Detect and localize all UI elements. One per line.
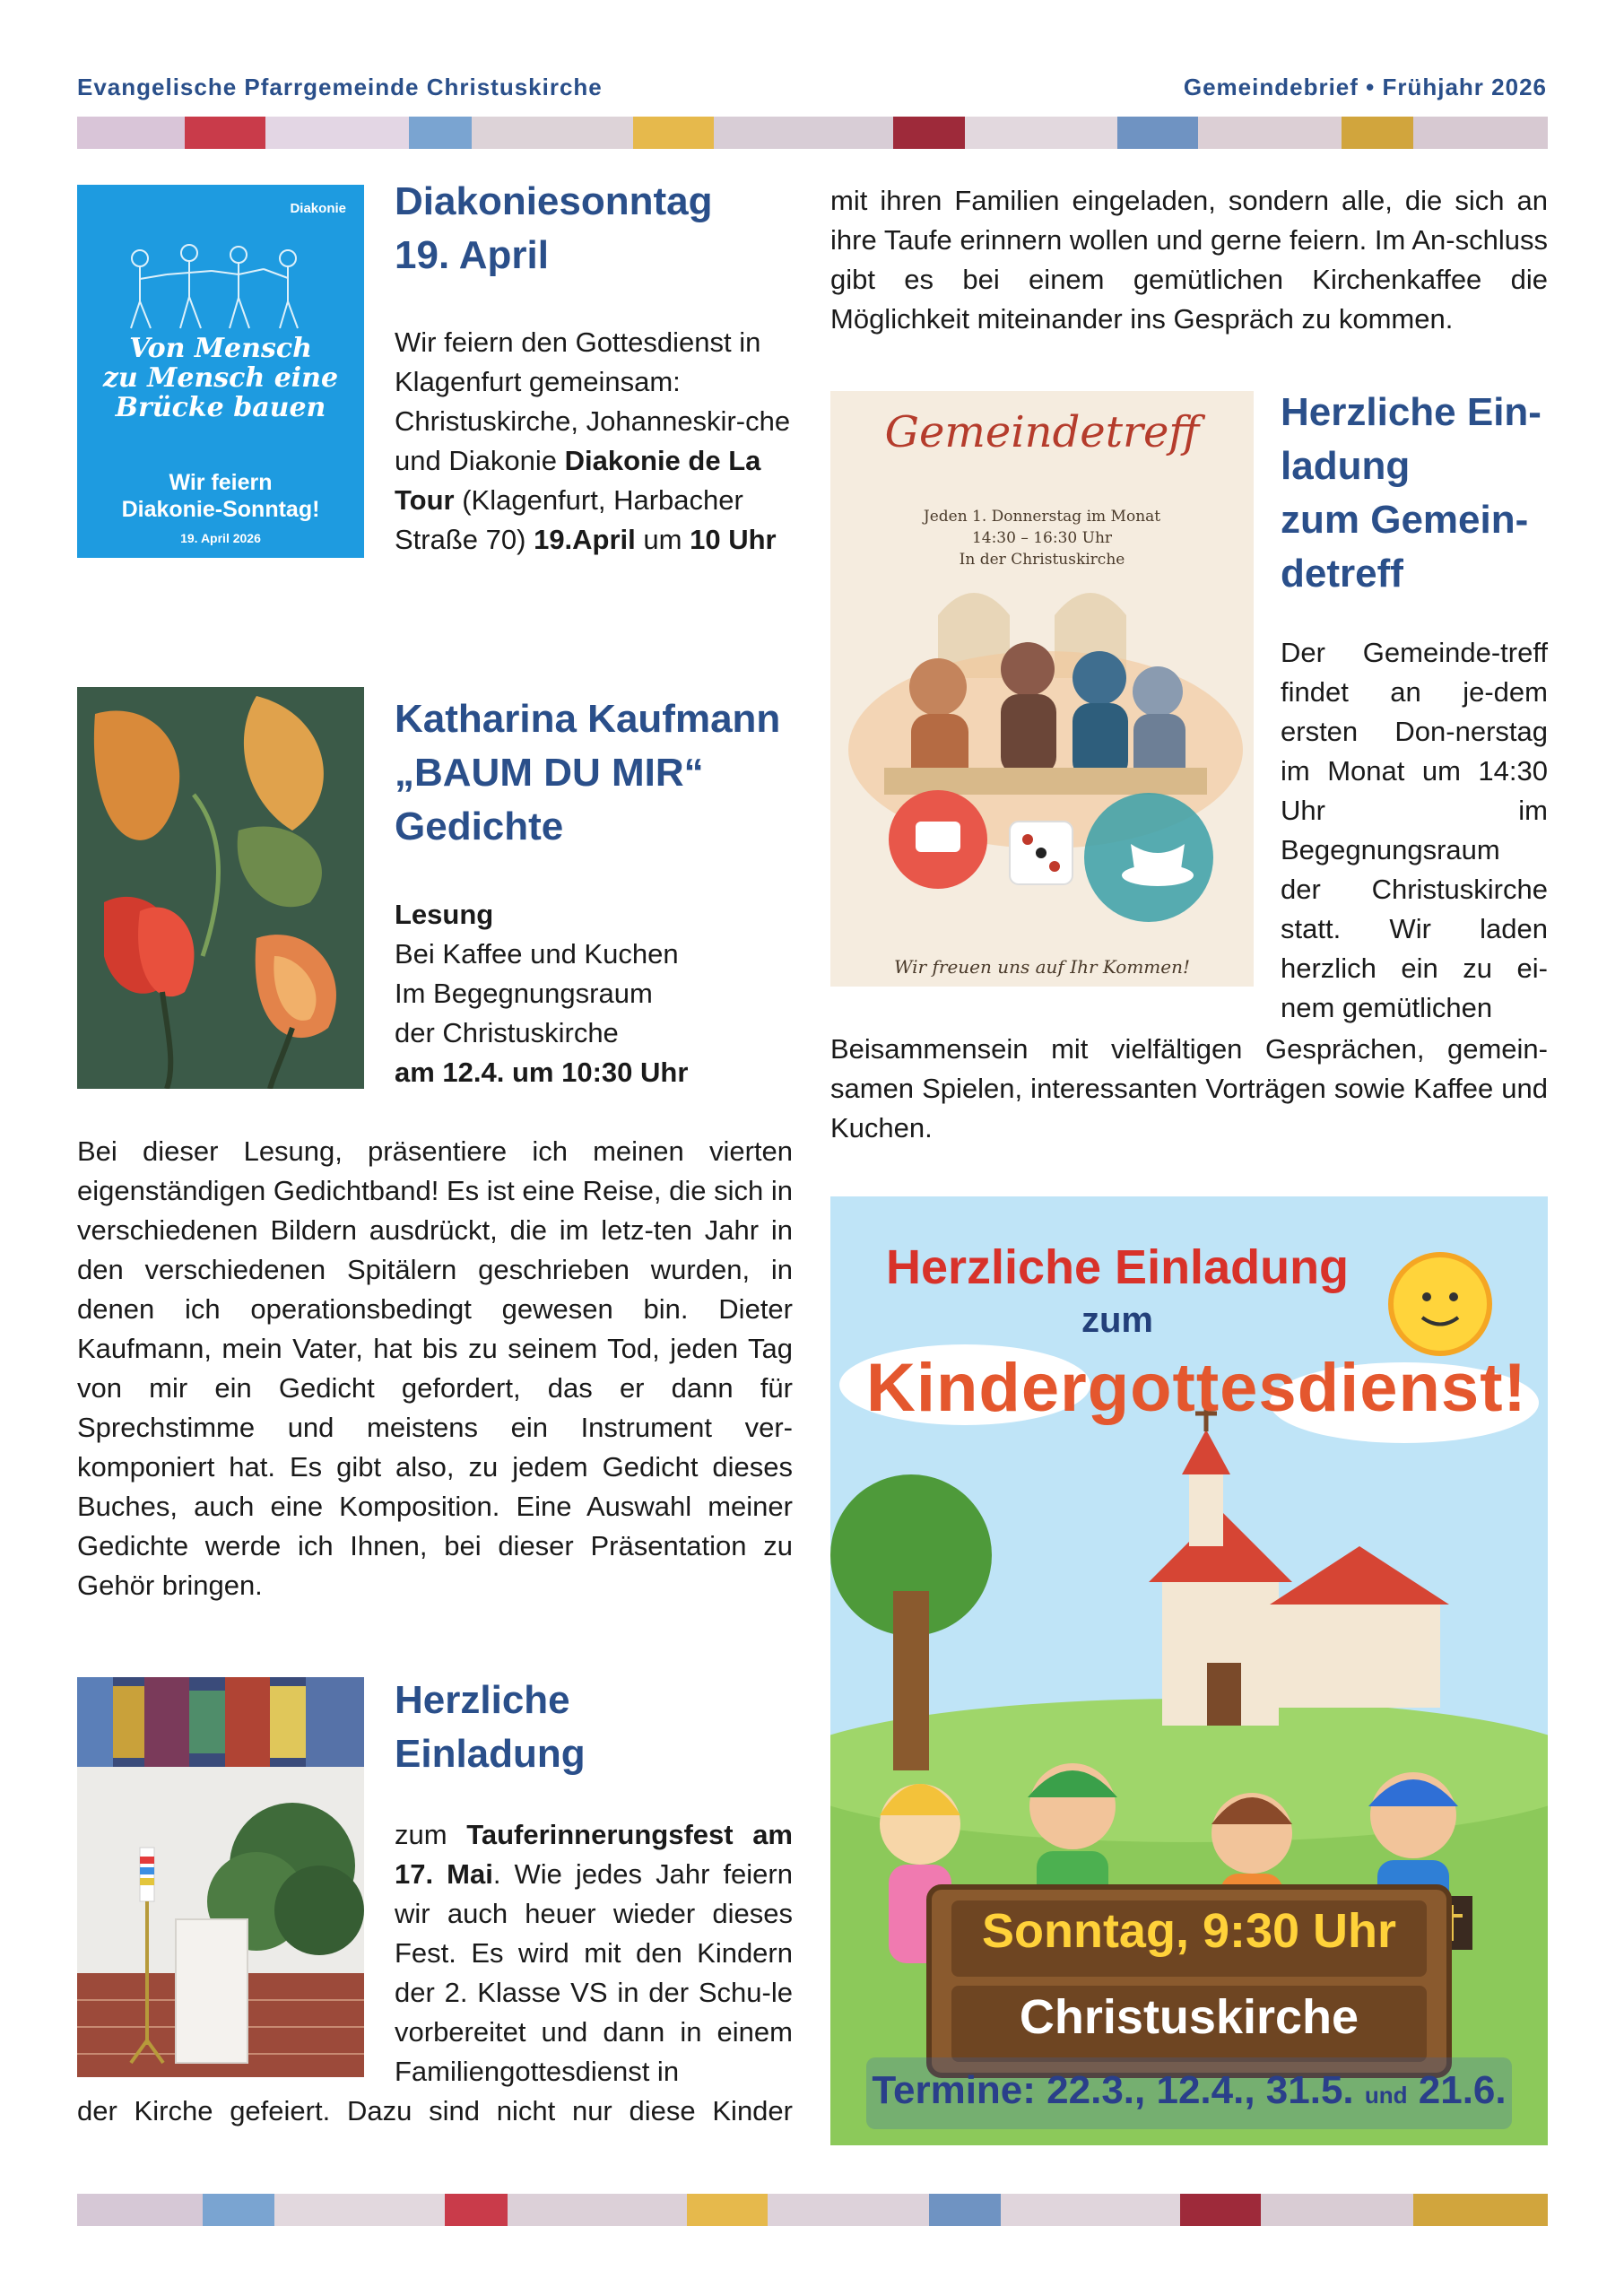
people-bridge-illustration	[104, 239, 337, 337]
treff-line-1: Jeden 1. Donnerstag im Monat	[923, 508, 1161, 526]
kgd-sign-2: Christuskirche	[1019, 1990, 1359, 2044]
diakonie-text	[395, 323, 793, 560]
lesung-title	[395, 692, 780, 854]
poster-caption-2: Diakonie-Sonntag!	[121, 497, 320, 522]
slogan-line-3: Brücke bauen	[115, 392, 326, 423]
diakonie-title-line-2: 19. April	[395, 233, 549, 277]
kgd-line-3: Kindergottesdienst!	[866, 1350, 1527, 1426]
taufe-continued: mit ihren Familien eingeladen, sondern alle, die sich an ihre Taufe erinnern wollen und gerne feiern. Im An-schluss gibt es bei einem gemütlichen Kirchenkaffee die Möglichkeit miteinander ins Gespräch zu kommen.	[830, 185, 1548, 335]
diakonie-title-line-1: Diakoniesonntag	[395, 179, 713, 223]
header-left: Evangelische Pfarrgemeinde Christuskirche	[77, 74, 603, 100]
stained-glass-band-bottom	[77, 2194, 1548, 2226]
diakonie-title	[395, 175, 713, 283]
diakonie-poster	[77, 185, 364, 558]
lesung-when: am 12.4. um 10:30 Uhr	[395, 1057, 689, 1088]
gemeindetreff-title	[1281, 386, 1541, 601]
taufe-rest: . Wie jedes Jahr feiern wir auch heuer wieder dieses Fest. Es wird mit den Kindern der 2. Klasse VS in der Schu-le vorbereitet und dann in einem Familiengottesdienst in	[395, 1858, 793, 2087]
treff-title-line-1: Herzliche Ein-	[1281, 390, 1541, 434]
diakonie-time-pre: um	[643, 524, 682, 555]
diakonie-address: (Klagenfurt, Harbacher Straße 70)	[395, 484, 743, 555]
gemeindetreff-text-narrow: Der Gemeinde-treff findet an je-dem ersten Don-nerstag im Monat um 14:30 Uhr im Begegnungsraum der Christuskirche statt. Wir laden herzlich ein zu ei-nem gemütlichen	[1281, 637, 1548, 1023]
gemeindetreff-poster-art	[830, 391, 1254, 987]
lesung-title-line-2: „BAUM DU MIR“	[395, 751, 704, 795]
kgd-termine-dates: 22.3., 12.4., 31.5.	[1046, 2068, 1354, 2112]
taufe-title-line-1: Herzliche	[395, 1678, 570, 1722]
baptism-photo-svg	[77, 1677, 364, 2077]
kgd-line-1: Herzliche Einladung	[885, 1240, 1350, 1294]
taufe-title	[395, 1674, 586, 1781]
taufe-pre: zum	[395, 1819, 447, 1850]
diakonie-intro: Wir feiern den Gottesdienst in Klagenfurt gemeinsam: Christuskirche, Johanneskir-che und Diakonie	[395, 326, 791, 476]
kgd-termine-last: 21.6.	[1418, 2068, 1507, 2112]
taufe-event: Tauferinnerungsfest am 17. Mai	[395, 1819, 793, 1890]
lesung-title-line-3: Gedichte	[395, 804, 564, 848]
taufe-title-line-2: Einladung	[395, 1732, 586, 1776]
kgd-line-2: zum	[1081, 1300, 1153, 1340]
treff-footer: Wir freuen uns auf Ihr Kommen!	[893, 956, 1191, 978]
poster-date: 19. April 2026	[180, 531, 261, 545]
taufe-text	[395, 1815, 793, 2092]
gemeindetreff-poster-title: Gemeindetreff	[884, 407, 1200, 457]
stained-glass-band-top	[77, 117, 1548, 149]
slogan-line-1: Von Mensch	[129, 333, 312, 364]
lesung-title-line-1: Katharina Kaufmann	[395, 697, 781, 741]
lesung-line-3: der Christuskirche	[395, 1017, 619, 1048]
poster-caption-1: Wir feiern	[169, 470, 273, 495]
diakonie-venue: Diakonie de La Tour	[395, 445, 761, 516]
treff-title-line-4: detreff	[1281, 552, 1403, 596]
diakonie-time: 10 Uhr	[690, 524, 777, 555]
lesung-label: Lesung	[395, 899, 494, 930]
flower-painting-svg	[77, 687, 364, 1089]
kgd-termine	[866, 2068, 1512, 2113]
kgd-termine-label: Termine:	[872, 2068, 1036, 2112]
lesung-line-1: Bei Kaffee und Kuchen	[395, 938, 679, 970]
taufe-full-width: der Kirche gefeiert. Dazu sind nicht nur diese Kinder	[77, 2095, 793, 2126]
diakonie-date: 19.April	[534, 524, 636, 555]
treff-line-3: In der Christuskirche	[959, 551, 1125, 569]
header-right: Gemeindebrief • Frühjahr 2026	[1183, 74, 1547, 100]
treff-title-line-2: ladung	[1281, 444, 1411, 488]
lesung-details	[395, 895, 793, 1092]
treff-title-line-3: zum Gemein-	[1281, 498, 1529, 542]
gemeindetreff-text-wide: Beisammensein mit vielfältigen Gesprächen, gemein-samen Spielen, interessanten Vorträgen sowie Kaffee und Kuchen.	[830, 1033, 1548, 1144]
gemeindetreff-poster	[830, 391, 1254, 987]
kgd-sign-1: Sonntag, 9:30 Uhr	[981, 1904, 1397, 1958]
flower-painting	[77, 687, 364, 1089]
treff-line-2: 14:30 – 16:30 Uhr	[971, 529, 1113, 547]
baptism-photo	[77, 1677, 364, 2077]
diakonie-logo: Diakonie	[290, 201, 346, 216]
lesung-line-2: Im Begegnungsraum	[395, 978, 653, 1009]
kgd-termine-und: und	[1364, 2082, 1408, 2109]
slogan-line-2: zu Mensch eine	[102, 362, 339, 394]
kindergottesdienst-poster	[830, 1196, 1548, 2145]
lesung-body: Bei dieser Lesung, präsentiere ich meinen vierten eigenständigen Gedichtband! Es ist eine Reise, die sich in verschiedenen Bildern ausdrückt, die im letz-ten Jahr in den verschiedenen Spitälern geschrieben wurden, in denen ich operationsbedingt gewesen bin. Dieter Kaufmann, mein Vater, hat bis zu seinem Tod, jeden Tag von mir ein Gedicht gefordert, das er dann für Sprechstimme und meistens ein Instrument ver-komponiert hat. Es gibt also, zu jedem Gedicht dieses Buches, auch eine Komposition. Eine Auswahl meiner Gedichte werde ich Ihnen, bei dieser Präsentation zu Gehör bringen.	[77, 1135, 793, 1601]
